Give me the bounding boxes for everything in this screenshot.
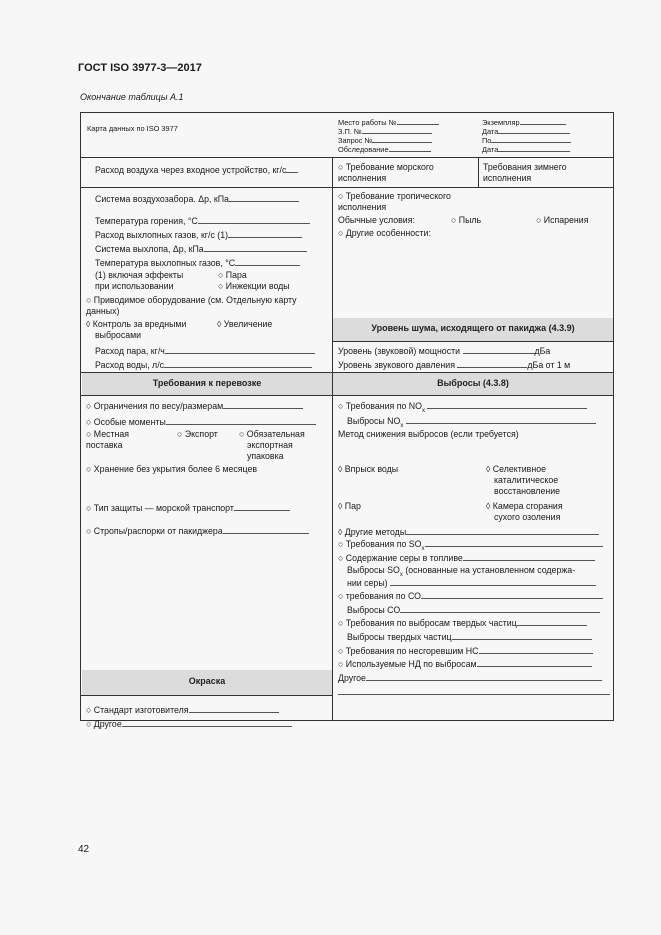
dust-option[interactable]: ○ Пыль xyxy=(451,215,482,225)
nox-requirements-option[interactable]: ○ Требования по $NO_x$ xyxy=(338,399,587,417)
pm-emissions-label: Выбросы твердых частиц xyxy=(347,632,452,642)
export-option[interactable]: ○ Экспорт xyxy=(177,429,218,439)
card-title: Карта данных по ISO 3977 xyxy=(87,124,178,133)
sound-pressure-label: Уровень звукового давления xyxy=(338,360,455,370)
hc-requirements-option[interactable]: ○ Требования по несгоревшим НС xyxy=(338,644,593,657)
sox-requirements-option[interactable]: ○ Требования по $SO_x$ xyxy=(338,537,603,555)
manufacturer-standard-option[interactable]: ○ Стандарт изготовителя xyxy=(86,703,279,716)
place-label: Место работы № xyxy=(338,118,397,127)
local-delivery-label-b: поставка xyxy=(86,440,123,450)
date1-label: Дата xyxy=(482,127,499,136)
noise-band: Уровень шума, исходящего от пакиджа (4.3.9) xyxy=(371,323,575,333)
order-label: З.П. № xyxy=(338,127,362,136)
scr-label-b: каталитическое xyxy=(494,475,559,485)
date2-label: Дата xyxy=(482,145,499,154)
mandatory-packing-label-c: упаковка xyxy=(247,451,284,461)
storage-option[interactable]: ○ Хранение без укрытия более 6 месяцев xyxy=(86,464,258,474)
increase-option[interactable]: ◊ Увеличение xyxy=(217,319,273,329)
marine-option[interactable]: ○ Требование морского исполнения xyxy=(338,162,434,183)
effects-label-a: (1) включая эффекты xyxy=(95,270,184,280)
emissions-other-label: Другое xyxy=(338,673,366,683)
co-emissions-label: Выбросы СО xyxy=(347,605,401,615)
document-title: ГОСТ ISO 3977-3—2017 xyxy=(78,62,202,74)
steam-flow-label: Расход пара, кг/ч xyxy=(95,346,165,356)
survey-label: Обследование xyxy=(338,145,389,154)
water-injection-method-option[interactable]: ◊ Впрыск воды xyxy=(338,464,399,474)
data-card-table: Требования к перевозке Выбросы (4.3.8) Уровень шума, исходящего от пакиджа (4.3.9) Окраска Карта данных по ISO 3977 Место работы № З.П. № Запрос № Обследование Экземпляр Дата По Дата Расход воздуха через входное устройство, кг/с ○ Требование морского исполнения Требования зимнего исполнения Система воздухозабора. Δр, кПа Температура горения, °С Расход выхлопных газов, кг/с (1) Система выхлопа, Δр, кПа Температура выхлопных газов, °С (1) включая эффекты при использовании ○ Пара ○ Инжекции воды ○ Приводимое оборудование (см. Отдельную карту данных) ◊ Контроль за вредными выбросами ◊ Увеличение Расход пара, кг/ч Расход воды, л/с ○ Требование тропического исполнения Обычные условия: ○ Пыль ○ Испарения ○ Другие особенности: Уровень (звуковой) мощности дБа Уровень звукового давления дБа от 1 м ○ Ограничения по весу/размерам ○ Особые моменты ○ Местная поставка ○ Экспорт ○ Обязательная экспортная упаковка ○ Хранение без укрытия более 6 месяцев ○ Тип защиты — морской транспорт ○ Стропы/распорки от пакиджера ○ Стандарт изготовителя ○ Другое ○ Требования по $NO_x$ Выбросы $NO_x$ Метод снижения выбросов (если требуется) ◊ Впрыск воды ◊ Селективное каталитическое восстановление ◊ Пар ◊ Камера сгорания сухого озоления ◊ Другие методы ○ Требования по $SO_x$ ○ Содержание серы в топливе Выбросы $SO_x$ (основанные на установленном содержа- нии серы) ○ требования по СО Выбросы СО ○ Требования по выбросам твердых частиц Выбросы твердых частиц ○ Требования по несгоревшим НС ○ Используемые НД по выбросам Другое xyxy=(80,112,614,721)
other-features-option[interactable]: ○ Другие особенности: xyxy=(338,228,431,238)
protection-option[interactable]: ○ Тип защиты — морской транспорт xyxy=(86,501,290,514)
emission-control-option[interactable]: ◊ Контроль за вредными xyxy=(86,319,187,329)
exhaust-flow-label: Расход выхлопных газов, кг/с (1) xyxy=(95,230,229,240)
special-moments-option[interactable]: ○ Особые моменты xyxy=(86,415,316,428)
standards-used-option[interactable]: ○ Используемые НД по выбросам xyxy=(338,657,592,670)
local-delivery-option[interactable]: ○ Местная xyxy=(86,429,130,439)
request-label: Запрос № xyxy=(338,136,373,145)
reduction-method-label: Метод снижения выбросов (если требуется) xyxy=(338,429,519,439)
winter-label: Требования зимнего исполнения xyxy=(483,162,567,183)
scr-option[interactable]: ◊ Селективное xyxy=(486,464,546,474)
sox-emissions-label-b: нии серы) xyxy=(347,578,388,588)
exhaust-temp-label: Температура выхлопных газов, °С xyxy=(95,258,236,268)
copy-label: Экземпляр xyxy=(482,118,520,127)
scr-label-c: восстановление xyxy=(494,486,560,496)
combustion-temp-label: Температура горения, °С xyxy=(95,216,198,226)
table-caption: Окончание таблицы А.1 xyxy=(80,92,184,102)
sound-power-label: Уровень (звуковой) мощности xyxy=(338,346,461,356)
slings-option[interactable]: ○ Стропы/распорки от пакиджера xyxy=(86,524,309,537)
pm-requirements-option[interactable]: ○ Требования по выбросам твердых частиц xyxy=(338,616,587,629)
steam-option[interactable]: ○ Пара xyxy=(218,270,247,280)
nox-emissions-label: Выбросы NO xyxy=(347,416,401,426)
mandatory-packing-option[interactable]: ○ Обязательная xyxy=(239,429,305,439)
co-requirements-option[interactable]: ○ требования по СО xyxy=(338,589,603,602)
paint-other-option[interactable]: ○ Другое xyxy=(86,717,292,730)
paint-band: Окраска xyxy=(188,676,226,686)
dry-combustor-label-b: сухого озоления xyxy=(494,512,561,522)
blank-line xyxy=(338,685,610,695)
water-flow-label: Расход воды, л/с xyxy=(95,360,165,370)
driven-equipment-option[interactable]: ○ Приводимое оборудование (см. Отдельную карту данных) xyxy=(86,295,297,316)
intake-label: Система воздухозабора. Δр, кПа xyxy=(95,194,229,204)
weight-limit-option[interactable]: ○ Ограничения по весу/размерам xyxy=(86,399,303,412)
effects-label-b: при использовании xyxy=(95,281,174,291)
sox-emissions-label: Выбросы SO xyxy=(347,565,400,575)
steam-method-option[interactable]: ◊ Пар xyxy=(338,501,361,511)
emission-control-label-b: выбросами xyxy=(95,330,142,340)
exhaust-system-label: Система выхлопа, Δр, кПа xyxy=(95,244,204,254)
emissions-band: Выбросы (4.3.8) xyxy=(437,378,509,388)
evaporation-option[interactable]: ○ Испарения xyxy=(536,215,589,225)
normal-conditions-label: Обычные условия: xyxy=(338,215,415,225)
transport-band: Требования к перевозке xyxy=(152,378,262,388)
tropical-option[interactable]: ○ Требование тропического исполнения xyxy=(338,191,451,212)
mandatory-packing-label-b: экспортная xyxy=(247,440,293,450)
page-number: 42 xyxy=(78,844,90,855)
other-methods-option[interactable]: ◊ Другие методы xyxy=(338,525,599,538)
dry-combustor-option[interactable]: ◊ Камера сгорания xyxy=(486,501,563,511)
sulfur-content-option[interactable]: ○ Содержание серы в топливе xyxy=(338,551,595,564)
air-flow-label: Расход воздуха через входное устройство, кг/с xyxy=(95,165,287,175)
water-injection-option[interactable]: ○ Инжекции воды xyxy=(218,281,290,291)
for-label: По xyxy=(482,136,492,145)
